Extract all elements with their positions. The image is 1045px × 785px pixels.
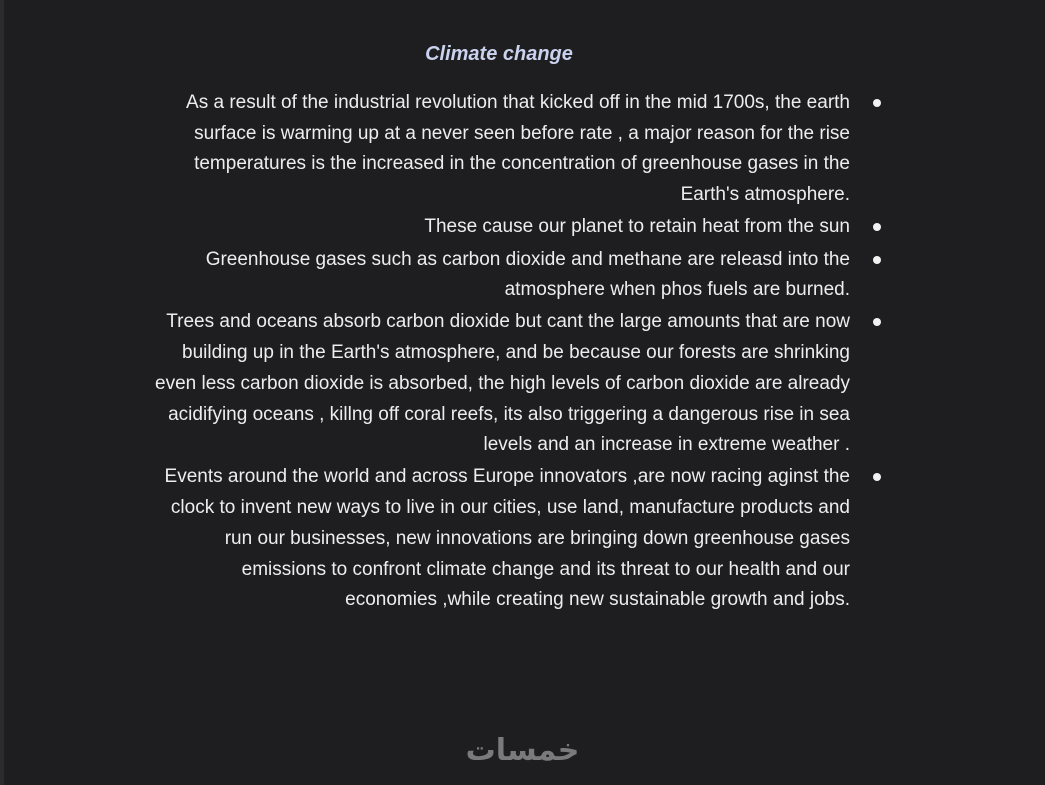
list-item-text: Events around the world and across Europe innovators ,are now racing aginst the clock to invent new ways to live in our cities, use land, manufacture products and run our businesses, new innovations are bringing down greenhouse gases emissions to confront climate change and its threat to our health and our economies ,while creating new sustainable growth and jobs. — [164, 466, 850, 611]
bullet-icon — [873, 473, 881, 481]
list-item-text: These cause our planet to retain heat from the sun — [424, 216, 850, 238]
list-item-text: Trees and oceans absorb carbon dioxide but cant the large amounts that are now building up in the Earth's atmosphere, and be because our forests are shrinking even less carbon dioxide is absorbed, the high levels of carbon dioxide are already acidifying oceans , killng off coral reefs, its also triggering a dangerous rise in sea levels and an increase in extreme weather . — [155, 311, 850, 456]
list-item-text: As a result of the industrial revolution that kicked off in the mid 1700s, the earth surface is warming up at a never seen before rate , a major reason for the rise temperatures is the increased in the concentration of greenhouse gases in the Earth's atmosphere. — [186, 92, 850, 206]
bullet-icon — [873, 256, 881, 264]
list-item — [150, 88, 880, 211]
logo-text: خمسات — [465, 733, 580, 768]
list-item-text: Greenhouse gases such as carbon dioxide and methane are releasd into the atmosphere when phos fuels are burned. — [205, 248, 850, 301]
document-title: Climate change — [425, 43, 573, 65]
bullet-icon — [873, 223, 881, 231]
list-item — [150, 245, 880, 306]
bullet-icon — [873, 318, 881, 326]
list-item — [150, 462, 880, 616]
left-border — [0, 0, 4, 785]
bullet-icon — [873, 99, 881, 107]
bullet-list — [150, 88, 880, 617]
list-item — [150, 212, 880, 243]
list-item — [150, 307, 880, 461]
khamsat-logo — [0, 733, 1045, 768]
